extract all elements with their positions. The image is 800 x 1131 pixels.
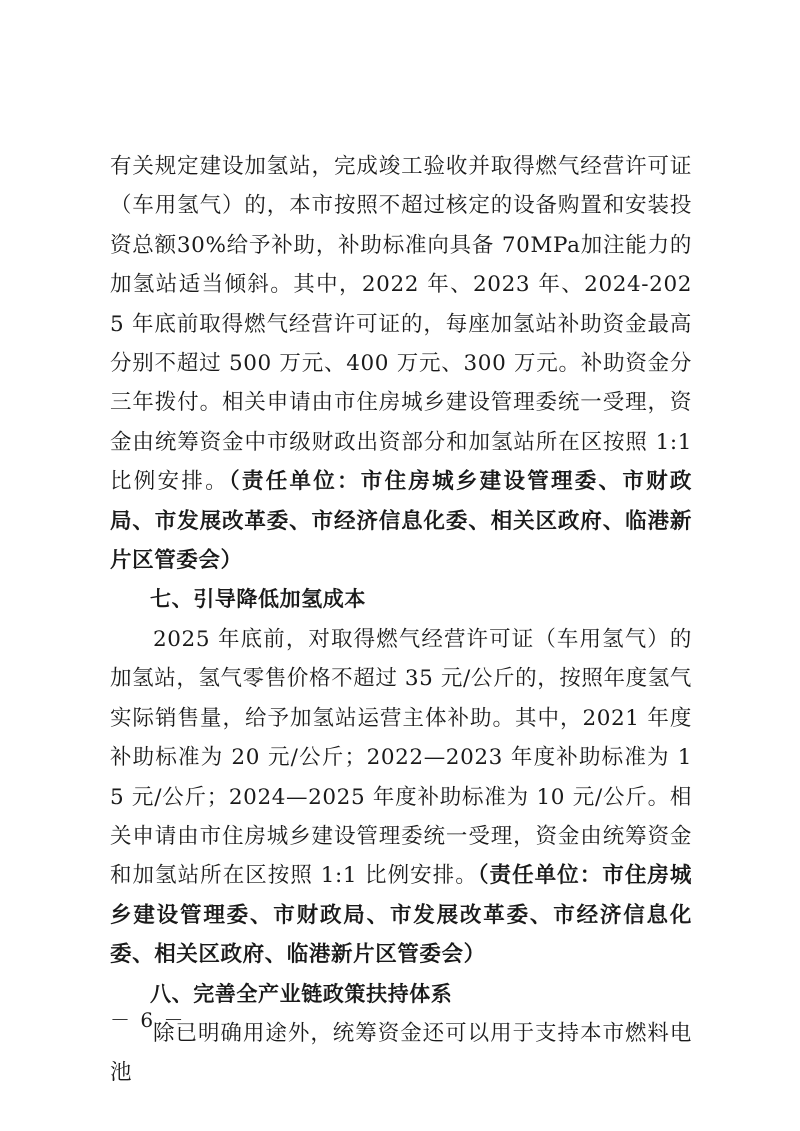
paragraph-text: 有关规定建设加氢站，完成竣工验收并取得燃气经营许可证（车用氢气）的，本市按照不超过核定的设备购置和安装投资总额30%给予补助，补助标准向具备 70MPa加注能力的加氢站适当倾斜。其中，2022 年、2023 年、2024-2025 年底前取得燃气经营许可证的，每座加氢站补助资金最高分别不超过 500 万元、400 万元、300 万元。补助资金分三年拨付。相关申请由市住房城乡建设管理委统一受理，资金由统筹资金中市级财政出资部分和加氢站所在区按照 1:1 比例安排。: [110, 154, 692, 495]
paragraph-reduce-cost: [110, 620, 692, 975]
paragraph-hydrogen-station-subsidy: [110, 147, 692, 580]
document-body: [110, 147, 692, 1093]
section-heading-7: 七、引导降低加氢成本: [150, 587, 366, 612]
responsible-units: （责任单位：市住房城乡建设管理委、市财政局、市发展改革委、市经济信息化委、相关区政府、临港新片区管委会）: [110, 863, 692, 968]
section-heading-8: 八、完善全产业链政策扶持体系: [150, 981, 453, 1006]
responsible-units: （责任单位：市住房城乡建设管理委、市财政局、市发展改革委、市经济信息化委、相关区政府、临港新片区管委会）: [110, 469, 692, 574]
paragraph-text: 2025 年底前，对取得燃气经营许可证（车用氢气）的加氢站，氢气零售价格不超过 35 元/公斤的，按照年度氢气实际销售量，给予加氢站运营主体补助。其中，2021 年度补助标准为 20 元/公斤；2022—2023 年度补助标准为 15 元/公斤；2024—2025 年度补助标准为 10 元/公斤。相关申请由市住房城乡建设管理委统一受理，资金由统筹资金和加氢站所在区按照 1:1 比例安排。: [110, 626, 692, 889]
page-number: － 6 －: [110, 1008, 186, 1032]
paragraph-industry-chain: [110, 1014, 692, 1093]
paragraph-text: 除已明确用途外，统筹资金还可以用于支持本市燃料电池: [110, 1020, 692, 1086]
